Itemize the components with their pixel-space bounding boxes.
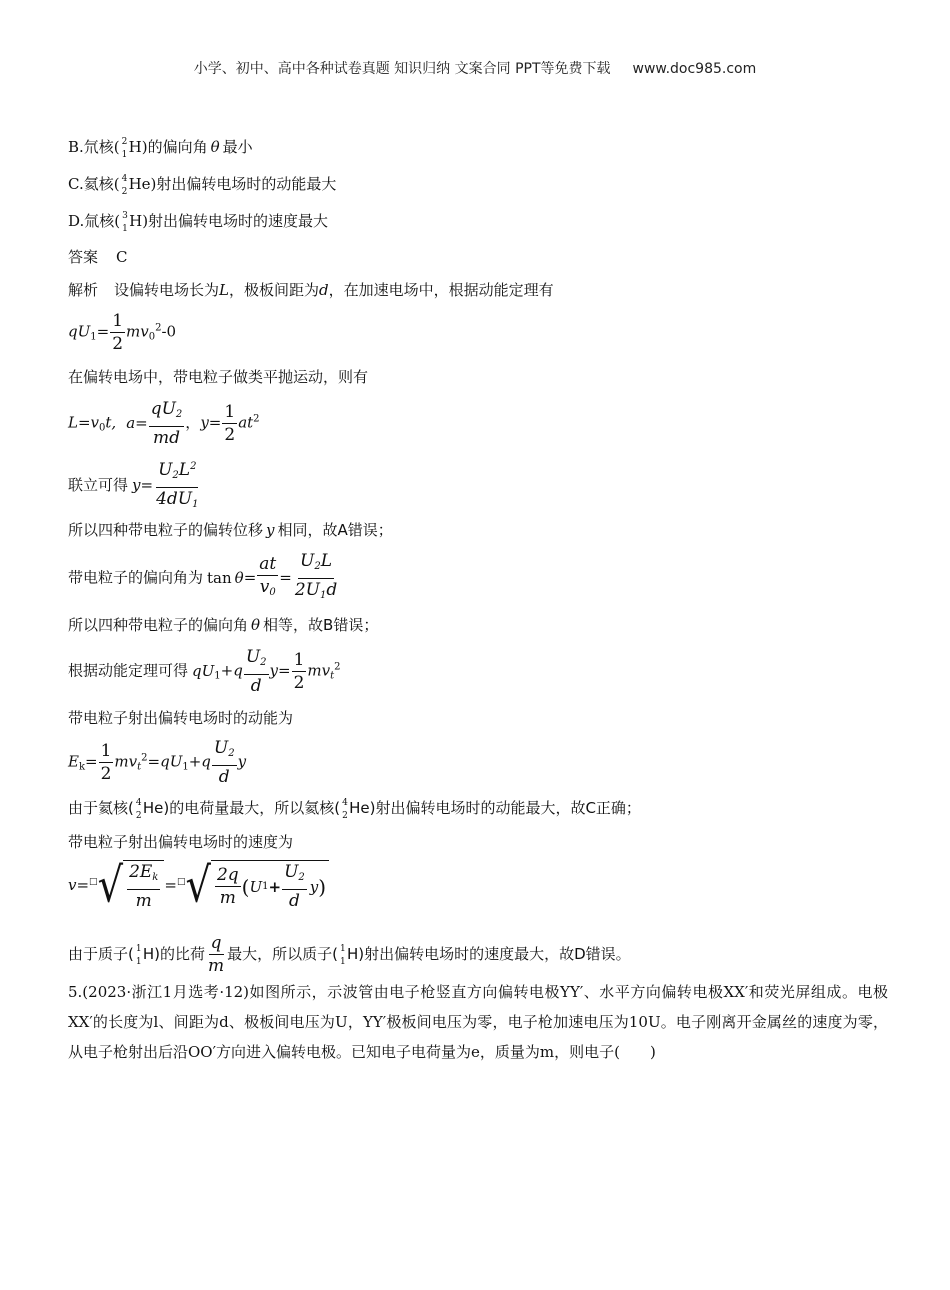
eq7-u: U (249, 877, 263, 896)
eq6-num-u: U (213, 738, 229, 758)
option-b-suffix: H)的偏向角 (128, 138, 208, 156)
eq3-frac (154, 456, 200, 516)
conclusion-b (68, 614, 378, 636)
option-b-charge: 1 (121, 150, 128, 160)
eq7-sqrt-1-body (123, 860, 164, 912)
eq5-qu: qU (192, 661, 215, 680)
eq7-num-3-u: U (284, 862, 299, 882)
page-header (0, 58, 950, 78)
eq7-num-1-text: 2E (129, 862, 153, 882)
eq5-half-num: 1 (293, 650, 305, 670)
eq5-qu-sub: 1 (214, 670, 221, 682)
c3-mass-2: 4 (342, 798, 348, 808)
c4-text-4: H)射出偏转电场时的速度最大，故D错误。 (346, 945, 631, 963)
c4-charge-2: 1 (339, 957, 346, 967)
analysis-label: 解析 (68, 281, 99, 299)
eq2-y-tail: at (238, 413, 254, 432)
option-b (68, 136, 253, 158)
eq6-half (99, 740, 114, 785)
eq4-den-2-sub: 1 (319, 590, 327, 601)
header-text: 小学、初中、高中各种试卷真题 知识归纳 文案合同 PPT等免费下载 (193, 61, 611, 77)
eq7-frac-2 (215, 864, 241, 909)
option-c-suffix: He)射出偏转电场时的动能最大 (128, 175, 337, 193)
eq6-mv-sub: t (137, 761, 142, 773)
option-d (68, 210, 328, 232)
eq3-den (154, 488, 200, 516)
eq1-lhs-sub: 1 (90, 331, 97, 343)
option-d-charge: 1 (122, 224, 128, 234)
eq6-e: E (68, 752, 79, 771)
c1-text-2: 相同，故A错误； (277, 521, 393, 539)
eq4-tan: tan (207, 568, 232, 587)
eq1-half-den: 2 (112, 334, 124, 354)
equation-5 (68, 646, 341, 697)
eq4-den-1-v: v (259, 577, 270, 597)
intro-text-2: ，极板间距为 (229, 281, 320, 299)
eq2-l: L=v (68, 413, 100, 432)
eq7-sqrt-2-body (211, 860, 329, 912)
eq7-sqrt-1 (98, 860, 165, 912)
eq7-root-index-2: □ (176, 877, 186, 887)
c4-frac (206, 932, 226, 977)
eq6-plus-q: +q (188, 752, 211, 771)
c4-text-3: 最大，所以质子( (227, 945, 338, 963)
c1-text-1: 所以四种带电粒子的偏转位移 (68, 521, 264, 539)
intro-var-d: d (319, 281, 329, 299)
eq4-label: 带电粒子的偏向角为 (68, 568, 204, 587)
eq3-num-u: U (158, 460, 173, 480)
eq4-den-1 (258, 576, 278, 604)
eq6-qu-sub: 1 (182, 761, 189, 773)
c1-var-y: y (266, 521, 275, 539)
eq7-plus: + (268, 877, 282, 896)
radical-icon: √ (185, 858, 211, 914)
option-c-nuclide (120, 173, 129, 197)
equation-7 (68, 860, 329, 912)
option-c-prefix: C.氦核( (68, 175, 120, 193)
answer-value: C (116, 248, 128, 266)
eq1-mv: mv (126, 322, 149, 341)
c4-mass-2: 1 (339, 944, 346, 954)
eq3-label: 联立可得 (68, 476, 129, 494)
eq3-num-sq: 2 (190, 461, 197, 472)
eq7-num-1-sub: k (152, 872, 159, 883)
eq4-num-2-l: L (320, 551, 333, 571)
eq4-num-1: at (259, 554, 277, 574)
problem-5: 5.(2023·浙江1月选考·12)如图所示，示波管由电子枪竖直方向偏转电极YY′、水平方向偏转电极XX′和荧光屏组成。电极XX′的长度为l、间距为d、极板间电压为U，YY′极板间电压为零，电子枪加速电压为10U。电子刚离开金属丝的速度为零，从电子枪射出后沿OO′方向进入偏转电极。已知电子电荷量为e，质量为m，则电子( ) (68, 983, 888, 1061)
conclusion-c (68, 797, 641, 819)
analysis-intro (68, 279, 554, 301)
c4-text-1: 由于质子( (68, 945, 134, 963)
ke-text: 带电粒子射出偏转电场时的动能为 (68, 709, 294, 727)
eq1-mv-sub: 0 (148, 331, 156, 343)
c4-den: m (208, 956, 225, 976)
eq3-den-text: 4dU (156, 489, 193, 509)
option-b-prefix: B.氘核( (68, 138, 120, 156)
option-d-suffix: H)射出偏转电场时的速度最大 (129, 212, 329, 230)
eq4-equals-2: = (279, 568, 292, 587)
eq2-y-frac (222, 401, 237, 446)
c2-text-1: 所以四种带电粒子的偏向角 (68, 616, 249, 634)
c4-mass-1: 1 (135, 944, 142, 954)
eq2-comma: ， (185, 413, 201, 432)
eq2-y-sq: 2 (253, 413, 260, 425)
c3-nuclide-2 (340, 797, 349, 821)
eq5-num-u: U (245, 647, 261, 667)
c3-nuclide-1 (134, 797, 143, 821)
answer-line (68, 246, 128, 268)
eq1-half (110, 310, 125, 355)
eq2-l-sub: 0 (99, 422, 106, 434)
eq4-den-2-d: d (326, 580, 338, 600)
eq7-frac-1 (127, 861, 160, 912)
eq7-lparen: ( (241, 874, 250, 899)
option-c-mass: 4 (121, 174, 128, 184)
velocity-text: 带电粒子射出偏转电场时的速度为 (68, 833, 294, 851)
eq7-equals: = (164, 876, 177, 894)
eq5-half (292, 649, 307, 694)
eq6-mv: mv (114, 752, 138, 771)
radical-icon: √ (97, 858, 124, 914)
eq6-sq: 2 (141, 752, 148, 764)
c2-text-2: 相等，故B错误； (263, 616, 379, 634)
eq4-equals-1: = (243, 568, 257, 587)
eq2-a: a= (126, 413, 148, 432)
option-c-charge: 2 (121, 187, 128, 197)
conclusion-d (68, 932, 631, 977)
c4-text-2: H)的比荷 (142, 945, 205, 963)
eq3-num-l: L (178, 460, 191, 480)
eq7-den-1: m (135, 891, 152, 911)
eq5-num-sub: 2 (260, 657, 267, 668)
eq4-den-2 (293, 579, 339, 607)
eq4-den-1-sub: 0 (269, 587, 276, 598)
eq5-y-eq: y= (269, 661, 291, 680)
eq1-sq: 2 (155, 322, 162, 334)
eq6-half-num: 1 (100, 741, 112, 761)
eq5-half-den: 2 (293, 673, 305, 693)
eq6-num-sub: 2 (228, 748, 235, 759)
eq2-y: y= (200, 413, 222, 432)
eq7-u-sub: 1 (262, 880, 269, 892)
c3-charge-2: 2 (342, 811, 348, 821)
eq6-den: d (218, 767, 230, 787)
eq4-theta: θ (234, 568, 244, 587)
eq7-root-index-1: □ (89, 877, 98, 887)
eq5-plus-q: +q (220, 661, 243, 680)
eq3-num-sub: 2 (172, 470, 179, 481)
eq7-den-2: m (219, 888, 236, 908)
c3-mass-1: 4 (135, 798, 142, 808)
answer-label: 答案 (68, 248, 99, 266)
eq7-num-3 (282, 861, 307, 890)
c2-var-theta: θ (251, 616, 261, 634)
c4-num: q (210, 933, 222, 953)
c4-charge-1: 1 (135, 957, 142, 967)
eq6-e-sub: k (78, 761, 86, 773)
eq6-half-den: 2 (100, 764, 112, 784)
eq7-num-3-sub: 2 (298, 872, 305, 883)
eq6-num (212, 737, 237, 766)
c3-charge-1: 2 (135, 811, 142, 821)
equation-1 (68, 310, 176, 355)
option-b-end: 最小 (222, 138, 253, 156)
option-b-nuclide (120, 136, 129, 160)
eq4-den-2-text: 2U (294, 580, 320, 600)
eq4-num-2 (298, 550, 334, 579)
eq2-y-den: 2 (224, 425, 236, 445)
eq3-den-sub: 1 (192, 499, 199, 510)
eq2-a-frac (149, 398, 185, 449)
eq4-frac-2 (293, 550, 339, 607)
eq2-l-t: t, (105, 413, 117, 432)
eq2-a-num-text: qU (150, 399, 176, 419)
motion-text: 在偏转电场中，带电粒子做类平抛运动，则有 (68, 368, 369, 386)
c3-text-1: 由于氦核( (68, 799, 134, 817)
c4-nuclide-2 (338, 943, 347, 967)
eq5-label: 根据动能定理可得 (68, 661, 189, 680)
eq5-den: d (250, 676, 262, 696)
eq5-frac (244, 646, 269, 697)
eq2-a-num (149, 398, 185, 427)
eq4-frac-1 (257, 553, 278, 604)
eq7-lhs: v= (68, 876, 90, 894)
eq2-a-num-sub: 2 (175, 409, 183, 420)
eq5-num (244, 646, 269, 675)
eq7-rparen: ) (318, 874, 327, 899)
eq4-num-2-sub: 2 (314, 561, 321, 572)
eq2-y-num: 1 (224, 402, 236, 422)
intro-text-1: 设偏转电场长为 (114, 281, 220, 299)
conclusion-a (68, 519, 393, 541)
c3-text-2: He)的电荷量最大，所以氦核( (142, 799, 341, 817)
eq6-qu: =qU (147, 752, 183, 771)
eq1-half-num: 1 (112, 311, 124, 331)
equation-6 (68, 737, 246, 788)
equation-3 (68, 456, 201, 516)
eq7-frac-3 (282, 861, 307, 912)
option-d-nuclide (120, 210, 129, 234)
header-url: www.doc985.com (632, 61, 757, 77)
eq7-y: y (309, 877, 319, 896)
eq1-equals: = (96, 322, 110, 341)
eq1-lhs: qU (68, 322, 91, 341)
eq2-a-den: md (152, 428, 180, 448)
equation-2 (68, 398, 260, 449)
eq6-equals: = (85, 752, 98, 771)
eq5-mv: mv (307, 661, 331, 680)
eq5-mv-sub: t (330, 670, 335, 682)
equation-4 (68, 550, 340, 607)
eq5-sq: 2 (334, 661, 341, 673)
option-b-mass: 2 (121, 137, 128, 147)
eq7-num-1 (127, 861, 160, 890)
intro-var-l: L (219, 281, 229, 299)
option-d-prefix: D.氚核( (68, 212, 121, 230)
eq7-den-3: d (288, 891, 300, 911)
eq6-y: y (237, 752, 247, 771)
option-b-var: θ (210, 138, 220, 156)
eq7-num-2: 2q (216, 865, 239, 885)
option-d-mass: 3 (122, 211, 128, 221)
intro-text-3: ，在加速电场中，根据动能定理有 (328, 281, 554, 299)
eq6-frac (212, 737, 237, 788)
c3-text-3: He)射出偏转电场时的动能最大，故C正确； (349, 799, 641, 817)
option-c (68, 173, 336, 195)
eq1-tail: -0 (161, 322, 177, 341)
c4-nuclide-1 (134, 943, 143, 967)
eq3-num (156, 456, 198, 488)
eq7-sqrt-2 (185, 860, 329, 912)
eq3-lhs: y= (132, 476, 154, 494)
eq4-num-2-u: U (300, 551, 315, 571)
